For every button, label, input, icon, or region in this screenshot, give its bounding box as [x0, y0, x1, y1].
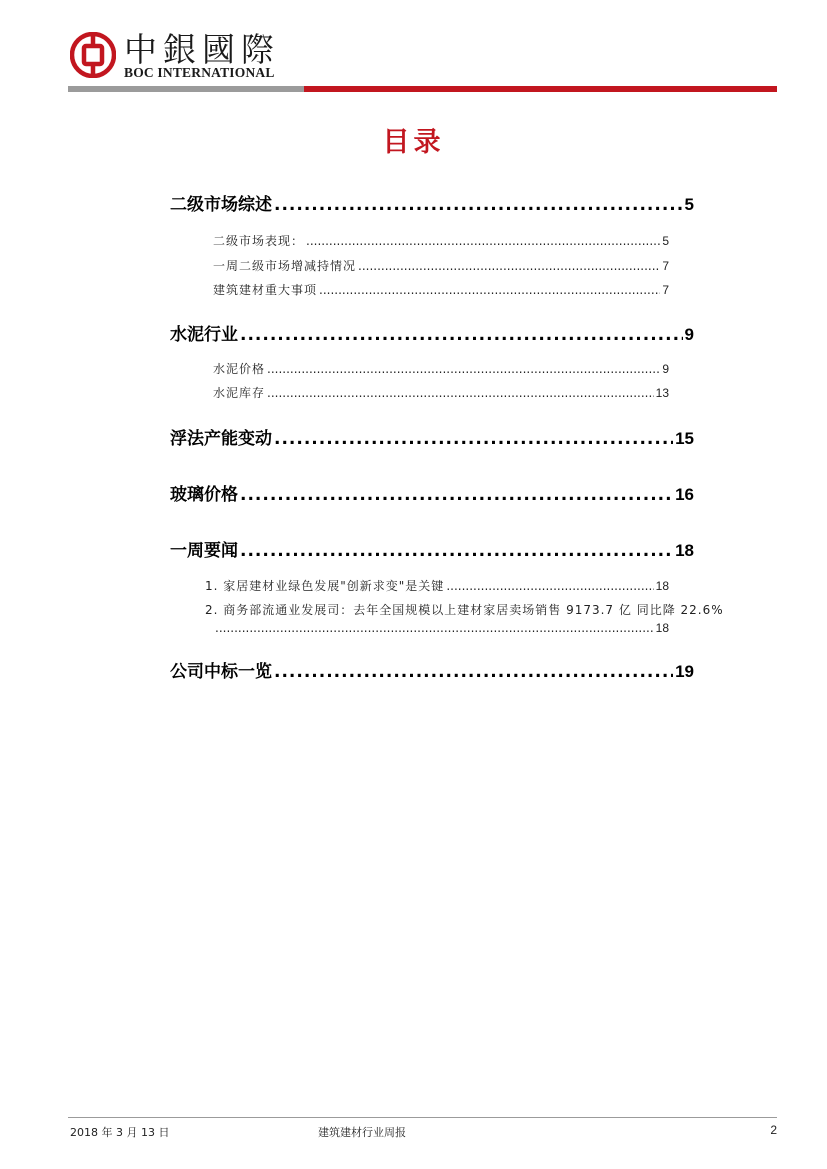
- toc-section-secondary-market[interactable]: [170, 190, 694, 214]
- toc-leader-dots: [319, 283, 660, 297]
- toc-page-number: 15: [675, 429, 694, 448]
- toc-section-glass-price[interactable]: [170, 480, 694, 504]
- footer-page-number: 2: [770, 1123, 777, 1137]
- logo-chinese-name: 中銀國際: [124, 30, 280, 69]
- toc-item-label: 1. 家居建材业绿色发展"创新求变"是关键: [205, 579, 445, 593]
- toc-page-number: 7: [662, 259, 669, 273]
- header-rule-gray: [68, 86, 304, 92]
- toc-item-label: 一周二级市场增减持情况: [213, 259, 357, 273]
- toc-leader-dots: [267, 362, 660, 376]
- toc-leader-dots: [306, 234, 660, 248]
- toc-leader-dots: [240, 325, 683, 345]
- toc-page-number: 9: [684, 325, 694, 344]
- toc-page-number: 9: [662, 362, 669, 376]
- toc-item-label: 水泥价格: [213, 362, 266, 376]
- toc-item-news-2-leader: [215, 621, 669, 639]
- toc-section-cement[interactable]: [170, 320, 694, 344]
- toc-page-number: 19: [675, 662, 694, 681]
- toc-section-label: 浮法产能变动: [170, 429, 272, 449]
- toc-page-number: 16: [675, 485, 694, 504]
- toc-item-label: 水泥库存: [213, 386, 266, 400]
- toc-item-cement-inventory[interactable]: [213, 384, 669, 402]
- footer-date: 2018 年 3 月 13 日: [70, 1126, 170, 1139]
- toc-item-market-performance[interactable]: [213, 232, 669, 250]
- toc-item-major-events[interactable]: [213, 281, 669, 299]
- toc-item-label: 二级市场表现：: [213, 234, 305, 248]
- toc-section-label: 二级市场综述: [170, 195, 272, 215]
- footer-rule: [68, 1117, 777, 1118]
- toc-leader-dots: [215, 621, 654, 635]
- toc-section-label: 一周要闻: [170, 541, 238, 561]
- toc-leader-dots: [358, 259, 660, 273]
- toc-leader-dots: [267, 386, 654, 400]
- toc-section-float-capacity[interactable]: [170, 424, 694, 448]
- toc-section-label: 公司中标一览: [170, 662, 272, 682]
- toc-section-label: 水泥行业: [170, 325, 238, 345]
- toc-page-number: 5: [684, 195, 694, 214]
- toc-section-label: 玻璃价格: [170, 485, 238, 505]
- toc-section-bid-winners[interactable]: [170, 657, 694, 681]
- toc-page-number: 18: [675, 541, 694, 560]
- toc-item-news-1[interactable]: [205, 577, 669, 595]
- toc-item-holdings-change[interactable]: [213, 257, 669, 275]
- toc-page-number: 18: [655, 621, 669, 635]
- toc-leader-dots: [446, 579, 653, 593]
- logo-english-name: BOC INTERNATIONAL: [124, 65, 275, 80]
- toc-page-number: 18: [655, 579, 669, 593]
- toc-section-weekly-news[interactable]: [170, 536, 694, 560]
- toc-item-label: 建筑建材重大事项: [213, 283, 318, 297]
- toc-page-number: 5: [662, 234, 669, 248]
- toc-item-cement-price[interactable]: [213, 360, 669, 378]
- boc-logo-icon: [70, 32, 116, 78]
- toc-title: 目录: [382, 127, 445, 158]
- toc-leader-dots: [274, 429, 673, 449]
- toc-page-number: 7: [662, 283, 669, 297]
- toc-leader-dots: [274, 195, 683, 215]
- toc-item-label: 2. 商务部流通业发展司：去年全国规模以上建材家居卖场销售 9173.7 亿 同比降 22.6%: [205, 603, 724, 617]
- toc-leader-dots: [274, 662, 673, 682]
- header-rule-red: [304, 86, 777, 92]
- toc-leader-dots: [240, 485, 673, 505]
- toc-page-number: 13: [655, 386, 669, 400]
- footer-report-name: 建筑建材行业周报: [318, 1126, 406, 1139]
- toc-leader-dots: [240, 541, 673, 561]
